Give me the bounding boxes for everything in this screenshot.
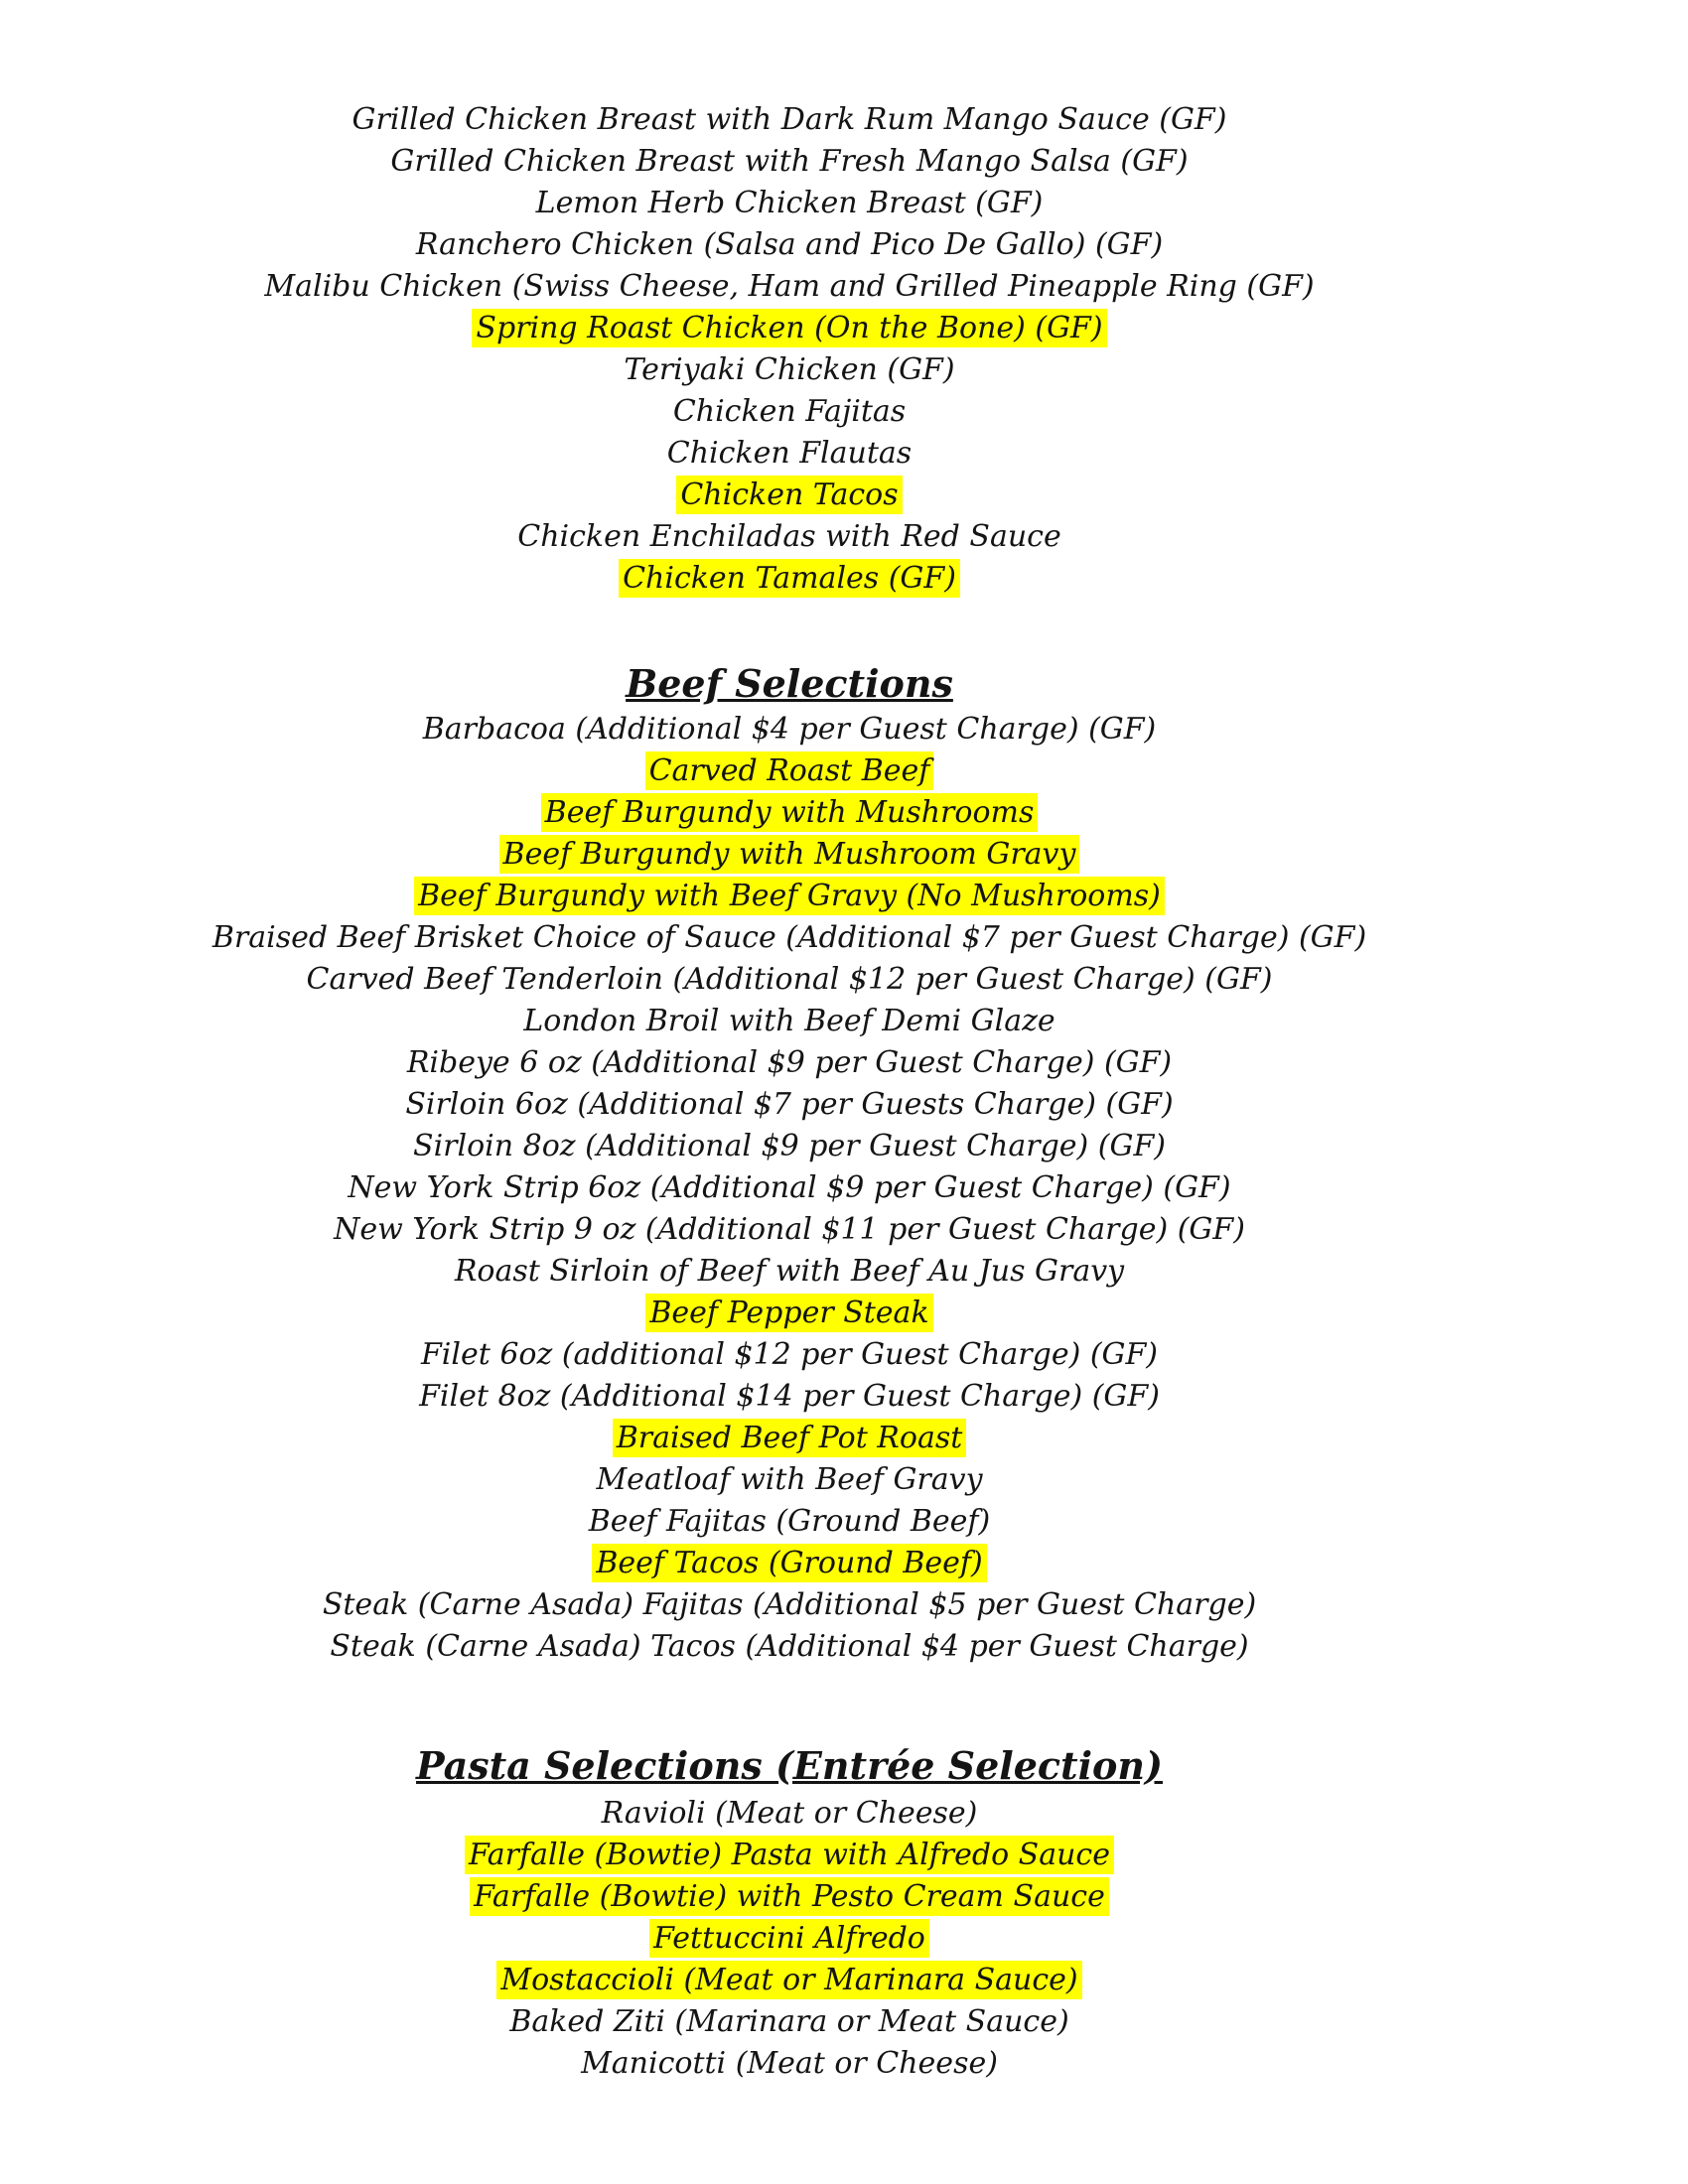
chicken-item-text: Teriyaki Chicken (GF)	[624, 352, 955, 387]
beef-item-text: Barbacoa (Additional $4 per Guest Charge) (GF)	[422, 712, 1157, 747]
pasta-item-text: Ravioli (Meat or Cheese)	[601, 1796, 978, 1831]
beef-item	[0, 1001, 1579, 1042]
beef-item-text: Meatloaf with Beef Gravy	[596, 1462, 983, 1497]
pasta-item-text: Manicotti (Meat or Cheese)	[581, 2046, 998, 2081]
beef-item	[0, 792, 1579, 834]
beef-item	[0, 709, 1579, 751]
pasta-selections-heading: Pasta Selections (Entrée Selection)	[416, 1743, 1163, 1788]
pasta-item-text: Fettuccini Alfredo	[649, 1919, 929, 1958]
beef-item	[0, 876, 1579, 917]
beef-item-text: New York Strip 6oz (Additional $9 per Guest Charge) (GF)	[348, 1170, 1231, 1205]
chicken-item-text: Chicken Enchiladas with Red Sauce	[517, 519, 1061, 554]
chicken-item	[0, 183, 1579, 224]
beef-item-text: Carved Beef Tenderloin (Additional $12 per Guest Charge) (GF)	[306, 962, 1273, 997]
chicken-item-text: Grilled Chicken Breast with Dark Rum Mango Sauce (GF)	[352, 102, 1227, 137]
beef-item	[0, 1126, 1579, 1167]
beef-item	[0, 1376, 1579, 1418]
beef-item-text: Braised Beef Pot Roast	[613, 1419, 967, 1457]
chicken-item-text: Spring Roast Chicken (On the Bone) (GF)	[472, 309, 1106, 347]
chicken-item	[0, 475, 1579, 516]
chicken-item-text: Chicken Tacos	[676, 476, 902, 514]
beef-item-text: Filet 6oz (additional $12 per Guest Charge) (GF)	[420, 1337, 1159, 1372]
chicken-item	[0, 308, 1579, 349]
beef-item-text: London Broil with Beef Demi Glaze	[523, 1004, 1055, 1038]
pasta-item	[0, 1793, 1579, 1835]
beef-selections-heading: Beef Selections	[626, 661, 953, 706]
chicken-item	[0, 433, 1579, 475]
beef-item-text: Beef Burgundy with Beef Gravy (No Mushrooms)	[414, 877, 1165, 915]
beef-item-text: Beef Burgundy with Mushrooms	[541, 793, 1039, 832]
chicken-item	[0, 99, 1579, 141]
beef-item	[0, 1459, 1579, 1501]
beef-item	[0, 1209, 1579, 1251]
chicken-item	[0, 391, 1579, 433]
beef-item	[0, 1251, 1579, 1293]
beef-item	[0, 917, 1579, 959]
beef-item-text: Sirloin 8oz (Additional $9 per Guest Charge) (GF)	[413, 1129, 1166, 1163]
beef-item	[0, 1042, 1579, 1084]
beef-item	[0, 1584, 1579, 1626]
beef-item	[0, 1334, 1579, 1376]
chicken-item	[0, 349, 1579, 391]
beef-item	[0, 751, 1579, 792]
beef-item-text: Carved Roast Beef	[645, 751, 934, 790]
pasta-item	[0, 2001, 1579, 2043]
chicken-item-text: Malibu Chicken (Swiss Cheese, Ham and Grilled Pineapple Ring (GF)	[264, 269, 1315, 304]
chicken-item	[0, 141, 1579, 183]
chicken-item-text: Lemon Herb Chicken Breast (GF)	[535, 186, 1044, 220]
pasta-item-text: Farfalle (Bowtie) with Pesto Cream Sauce	[470, 1877, 1109, 1916]
pasta-item	[0, 2043, 1579, 2085]
chicken-item	[0, 558, 1579, 600]
chicken-item-text: Chicken Fajitas	[672, 394, 907, 429]
chicken-selections-list	[0, 99, 1579, 600]
beef-item	[0, 1418, 1579, 1459]
chicken-item-text: Chicken Tamales (GF)	[619, 559, 960, 598]
pasta-item-text: Mostaccioli (Meat or Marinara Sauce)	[496, 1961, 1081, 1999]
pasta-section-header	[0, 1738, 1579, 1794]
chicken-item	[0, 266, 1579, 308]
beef-item-text: Beef Tacos (Ground Beef)	[592, 1544, 986, 1582]
beef-item-text: Roast Sirloin of Beef with Beef Au Jus Gravy	[454, 1254, 1125, 1289]
pasta-item-text: Farfalle (Bowtie) Pasta with Alfredo Sauce	[465, 1836, 1114, 1874]
beef-item	[0, 1293, 1579, 1334]
beef-item	[0, 1626, 1579, 1668]
beef-item-text: Beef Fajitas (Ground Beef)	[588, 1504, 991, 1539]
pasta-item	[0, 1918, 1579, 1960]
beef-item-text: Ribeye 6 oz (Additional $9 per Guest Charge) (GF)	[406, 1045, 1173, 1080]
chicken-item-text: Ranchero Chicken (Salsa and Pico De Gallo) (GF)	[415, 227, 1164, 262]
beef-item-text: Steak (Carne Asada) Tacos (Additional $4 per Guest Charge)	[330, 1629, 1249, 1664]
beef-item	[0, 959, 1579, 1001]
beef-item	[0, 834, 1579, 876]
chicken-item-text: Chicken Flautas	[666, 436, 913, 471]
chicken-item-text: Grilled Chicken Breast with Fresh Mango Salsa (GF)	[390, 144, 1189, 179]
beef-item-text: Steak (Carne Asada) Fajitas (Additional $5 per Guest Charge)	[322, 1587, 1257, 1622]
chicken-item	[0, 516, 1579, 558]
beef-item-text: New York Strip 9 oz (Additional $11 per Guest Charge) (GF)	[334, 1212, 1245, 1247]
beef-item-text: Beef Burgundy with Mushroom Gravy	[499, 835, 1080, 874]
pasta-item	[0, 1835, 1579, 1876]
beef-item	[0, 1501, 1579, 1543]
beef-item	[0, 1543, 1579, 1584]
pasta-item	[0, 1876, 1579, 1918]
pasta-selections-list	[0, 1793, 1579, 2085]
pasta-item-text: Baked Ziti (Marinara or Meat Sauce)	[509, 2004, 1069, 2039]
beef-item	[0, 1084, 1579, 1126]
beef-item-text: Beef Pepper Steak	[645, 1294, 932, 1332]
pasta-item	[0, 1960, 1579, 2001]
beef-selections-list	[0, 709, 1579, 1668]
chicken-item	[0, 224, 1579, 266]
beef-item	[0, 1167, 1579, 1209]
beef-section-header	[0, 656, 1579, 712]
beef-item-text: Filet 8oz (Additional $14 per Guest Charge) (GF)	[419, 1379, 1160, 1414]
beef-item-text: Braised Beef Brisket Choice of Sauce (Additional $7 per Guest Charge) (GF)	[211, 920, 1367, 955]
beef-item-text: Sirloin 6oz (Additional $7 per Guests Charge) (GF)	[405, 1087, 1174, 1122]
